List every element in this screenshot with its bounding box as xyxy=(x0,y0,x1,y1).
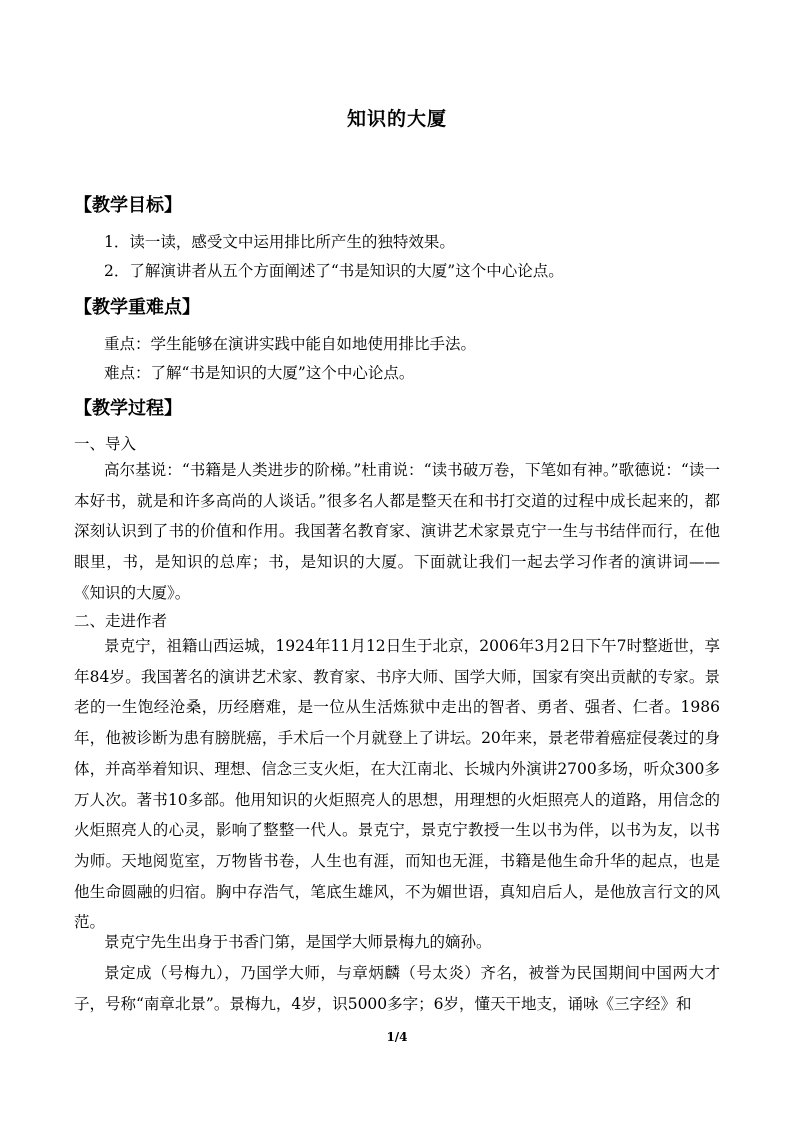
document-title: 知识的大厦 xyxy=(346,108,447,130)
author-paragraph-2: 景克宁先生出身于书香门第，是国学大师景梅九的嫡孙。 xyxy=(104,933,492,951)
author-paragraph-3: 景定成（号梅九），乃国学大师，与章炳麟（号太炎）齐名，被誉为民国期间中国两大才子，号称“南章北景”。景梅九，4岁，识5000多字；6岁，懂天干地支，诵咏《三字经》和 xyxy=(74,964,720,1013)
section-heading-objectives: 【教学目标】 xyxy=(74,195,182,216)
objective-item-2: 2．了解演讲者从五个方面阐述了“书是知识的大厦”这个中心论点。 xyxy=(104,262,564,280)
intro-paragraph: 高尔基说：“书籍是人类进步的阶梯。”杜甫说：“读书破万卷，下笔如有神。”歌德说：“读一本好书，就是和许多高尚的人谈话。”很多名人都是整天在和书打交道的过程中成长起来的，都深刻认识到了书的价值和作用。我国著名教育家、演讲艺术家景克宁一生与书结伴而行，在他眼里，书，是知识的总库；书，是知识的大厦。下面就让我们一起去学习作者的演讲词——《知识的大厦》。 xyxy=(74,461,720,602)
subsection-title-author: 二、走进作者 xyxy=(74,612,168,630)
subsection-title-intro: 一、导入 xyxy=(74,435,137,453)
key-point-item-2: 难点：了解“书是知识的大厦”这个中心论点。 xyxy=(104,364,415,382)
key-point-item-1: 重点：学生能够在演讲实践中能自如地使用排比手法。 xyxy=(104,335,477,353)
section-heading-key-points: 【教学重难点】 xyxy=(74,297,200,318)
section-heading-process: 【教学过程】 xyxy=(74,398,182,419)
page-number: 1/4 xyxy=(386,1030,408,1044)
author-paragraph-1: 景克宁，祖籍山西运城，1924年11月12日生于北京，2006年3月2日下午7时整逝世，享年84岁。我国著名的演讲艺术家、教育家、书序大师、国学大师，国家有突出贡献的专家。景老的一生饱经沧桑，历经磨难，是一位从生活炼狱中走出的智者、勇者、强者、仁者。1986年，他被诊断为患有膀胱癌，手术后一个月就登上了讲坛。20年来，景老带着癌症侵袭过的身体，并高举着知识、理想、信念三支火炬，在大江南北、长城内外演讲2700多场，听众300多万人次。著书10多部。他用知识的火炬照亮人的思想，用理想的火炬照亮人的道路，用信念的火炬照亮人的心灵，影响了整整一代人。景克宁，景克宁教授一生以书为伴，以书为友，以书为师。天地阅览室，万物皆书卷，人生也有涯，而知也无涯，书籍是他生命升华的起点，也是他生命圆融的归宿。胸中存浩气，笔底生雄风，不为媚世语，真知启后人，是他放言行文的风范。 xyxy=(74,637,720,932)
objective-item-1: 1．读一读，感受文中运用排比所产生的独特效果。 xyxy=(104,233,455,251)
